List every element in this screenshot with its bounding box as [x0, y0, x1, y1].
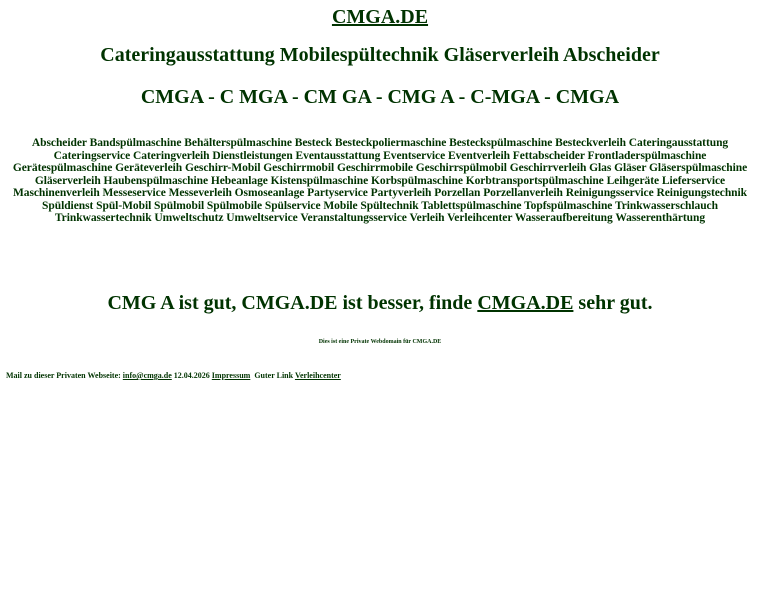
footer-date: 12.04.2026: [171, 371, 212, 380]
tagline: [0, 292, 760, 315]
mail-label: Mail zu dieser Privaten Webseite:: [6, 371, 123, 380]
verleihcenter-link[interactable]: Verleihcenter: [294, 371, 341, 380]
email-link[interactable]: info@cmga.de: [122, 371, 172, 380]
impressum-link[interactable]: Impressum: [211, 371, 251, 380]
site-title-link[interactable]: CMGA.DE: [331, 6, 429, 28]
good-link-label: Guter Link: [250, 371, 295, 380]
name-variants-heading: CMGA - C MGA - CM GA - CMG A - C-MGA - CMGA: [140, 86, 620, 108]
site-title: [0, 6, 760, 29]
tagline-link[interactable]: CMGA.DE: [477, 292, 574, 314]
keyword-list: Abscheider Bandspülmaschine Behälterspülmaschine Besteck Besteckpoliermaschine Besteckspülmaschine Besteckverleih Cateringausstattung Cateringservice Cateringverleih Dienstleistungen Eventausstattung Eventservice Eventverleih Fettabscheider Frontladerspülmaschine Gerätespülmaschine Geräteverleih Geschirr-Mobil Geschirrmobil Geschirrmobile Geschirrspülmobil Geschirrverleih Glas Gläser Gläserspülmaschine Gläserverleih Haubenspülmaschine Hebeanlage Kistenspülmaschine Korbspülmaschine Korbtransportspülmaschine Leihgeräte Lieferservice Maschinenverleih Messeservice Messeverleih Osmoseanlage Partyservice Partyverleih Porzellan Porzellanverleih Reinigungsservice Reinigungstechnik Spüldienst Spül-Mobil Spülmobil Spülmobile Spülservice Mobile Spültechnik Tablettspülmaschine Topfspülmaschine Trinkwasserschlauch Trinkwassertechnik Umweltschutz Umweltservice Veranstaltungsservice Verleih Verleihcenter Wasseraufbereitung Wasserenthärtung: [12, 137, 748, 224]
tagline-prefix: CMG A ist gut, CMGA.DE ist besser, finde: [107, 292, 478, 314]
footer: [6, 371, 756, 380]
page-subtitle: Cateringausstattung Mobilespültechnik Gläserverleih Abscheider: [100, 44, 660, 66]
private-domain-note: Dies ist eine Private Webdomain für CMGA.DE: [318, 339, 442, 345]
tagline-suffix: sehr gut.: [573, 292, 653, 314]
